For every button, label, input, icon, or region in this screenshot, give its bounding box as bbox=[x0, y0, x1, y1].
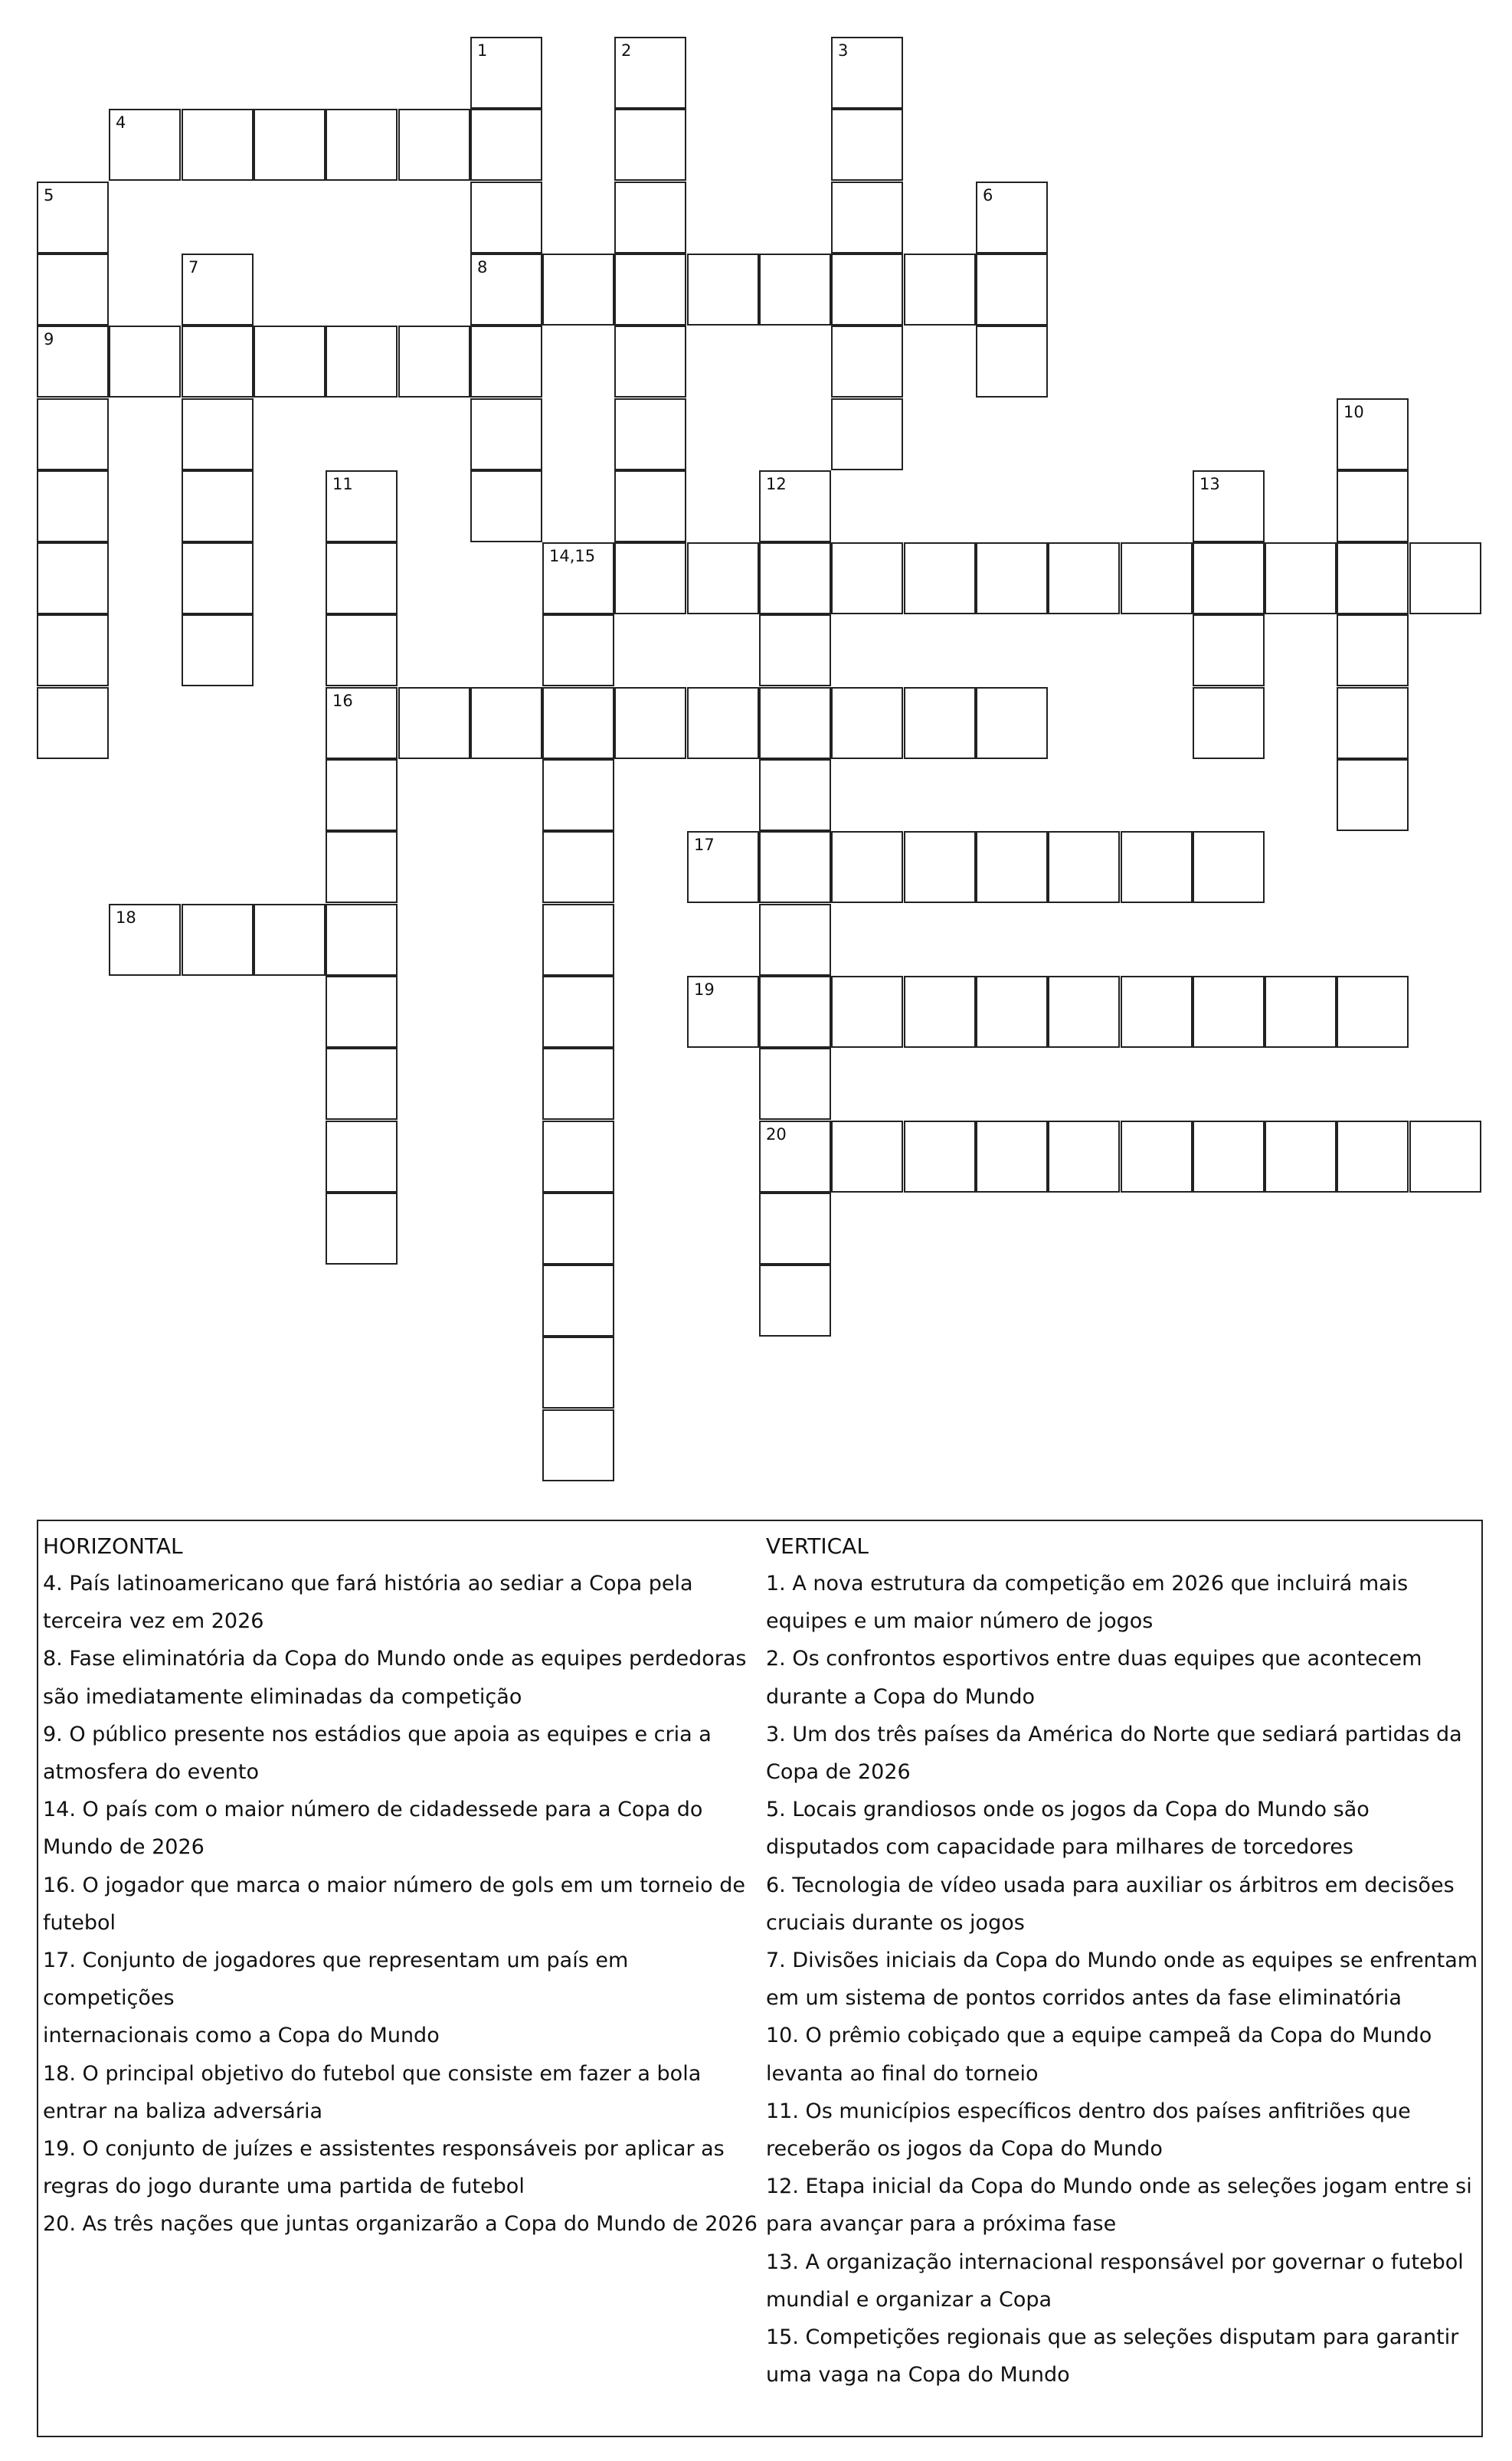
crossword-cell[interactable] bbox=[37, 542, 109, 614]
crossword-cell[interactable] bbox=[687, 254, 759, 326]
clue-line: 13. A organização internacional responsável por governar o futebol bbox=[766, 2250, 1464, 2274]
crossword-cell[interactable] bbox=[976, 976, 1048, 1048]
clue-line: em um sistema de pontos corridos antes da fase eliminatória bbox=[766, 1986, 1402, 2011]
clue-line: 20. As três nações que juntas organizarão a Copa do Mundo de 2026 bbox=[43, 2212, 758, 2237]
clue-line: 12. Etapa inicial da Copa do Mundo onde as seleções jogam entre si bbox=[766, 2175, 1472, 2199]
crossword-cell[interactable] bbox=[470, 182, 542, 254]
clue-line: 9. O público presente nos estádios que apoia as equipes e cria a bbox=[43, 1722, 712, 1746]
crossword-cell[interactable] bbox=[759, 470, 831, 542]
crossword-cell[interactable] bbox=[759, 254, 831, 326]
clue-line: futebol bbox=[43, 1910, 116, 1935]
crossword-cell[interactable] bbox=[326, 1121, 398, 1193]
crossword-cell[interactable] bbox=[614, 109, 686, 181]
crossword-cell[interactable] bbox=[976, 182, 1048, 254]
clue-line: 17. Conjunto de jogadores que representam um país em competições bbox=[43, 1949, 629, 2011]
crossword-cell[interactable] bbox=[759, 1121, 831, 1193]
crossword-cell[interactable] bbox=[831, 976, 903, 1048]
crossword-cell[interactable] bbox=[542, 542, 614, 614]
clue-number: 9 bbox=[44, 330, 54, 349]
clue-line: 1. A nova estrutura da competição em 2026 que incluirá mais bbox=[766, 1572, 1409, 1595]
crossword-cell[interactable] bbox=[904, 976, 976, 1048]
crossword-cell[interactable] bbox=[1193, 614, 1265, 686]
crossword-cell[interactable] bbox=[1337, 470, 1409, 542]
crossword-cell[interactable] bbox=[1048, 831, 1120, 903]
crossword-cell[interactable] bbox=[542, 687, 614, 759]
crossword-cell[interactable] bbox=[614, 37, 686, 109]
crossword-cell[interactable] bbox=[1121, 976, 1193, 1048]
crossword-cell[interactable] bbox=[182, 326, 254, 398]
clue-line: Mundo de 2026 bbox=[43, 1835, 205, 1860]
clue-line: levanta ao final do torneio bbox=[766, 2061, 1039, 2086]
crossword-cell[interactable] bbox=[326, 109, 398, 181]
crossword-cell[interactable] bbox=[831, 37, 903, 109]
crossword-cell[interactable] bbox=[976, 687, 1048, 759]
clue-line: 15. Competições regionais que as seleções disputam para garantir bbox=[766, 2325, 1459, 2350]
crossword-cell[interactable] bbox=[254, 326, 326, 398]
crossword-cell[interactable] bbox=[326, 470, 398, 542]
crossword-cell[interactable] bbox=[542, 1193, 614, 1265]
crossword-cell[interactable] bbox=[470, 687, 542, 759]
crossword-cell[interactable] bbox=[831, 398, 903, 470]
clue-number: 11 bbox=[332, 475, 353, 493]
vertical-clues bbox=[766, 1527, 1478, 2394]
crossword-cell[interactable] bbox=[542, 1265, 614, 1337]
crossword-cell[interactable] bbox=[687, 831, 759, 903]
clue-line: receberão os jogos da Copa do Mundo bbox=[766, 2137, 1163, 2162]
crossword-cell[interactable] bbox=[398, 687, 470, 759]
crossword-cell[interactable] bbox=[542, 1121, 614, 1193]
crossword-cell[interactable] bbox=[687, 542, 759, 614]
crossword-cell[interactable] bbox=[831, 326, 903, 398]
clues-box bbox=[37, 1520, 1483, 2437]
crossword-cell[interactable] bbox=[759, 1193, 831, 1265]
clue-number: 2 bbox=[621, 41, 632, 60]
crossword-cell[interactable] bbox=[614, 470, 686, 542]
crossword-cell[interactable] bbox=[614, 326, 686, 398]
clue-line: equipes e um maior número de jogos bbox=[766, 1609, 1154, 1634]
crossword-cell[interactable] bbox=[687, 976, 759, 1048]
crossword-cell[interactable] bbox=[1337, 687, 1409, 759]
crossword-cell[interactable] bbox=[109, 109, 181, 181]
crossword-cell[interactable] bbox=[614, 182, 686, 254]
crossword-cell[interactable] bbox=[1337, 976, 1409, 1048]
crossword-cell[interactable] bbox=[254, 904, 326, 976]
clue-line: 18. O principal objetivo do futebol que consiste em fazer a bola bbox=[43, 2061, 702, 2086]
crossword-cell[interactable] bbox=[109, 904, 181, 976]
crossword-cell[interactable] bbox=[759, 1048, 831, 1120]
crossword-cell[interactable] bbox=[109, 326, 181, 398]
crossword-cell[interactable] bbox=[759, 904, 831, 976]
crossword-cell[interactable] bbox=[398, 109, 470, 181]
crossword-cell[interactable] bbox=[759, 759, 831, 831]
crossword-cell[interactable] bbox=[542, 614, 614, 686]
clue-line: 19. O conjunto de juízes e assistentes responsáveis por aplicar as bbox=[43, 2137, 725, 2162]
crossword-cell[interactable] bbox=[1265, 542, 1337, 614]
crossword-cell[interactable] bbox=[470, 326, 542, 398]
clue-line: Copa de 2026 bbox=[766, 1760, 911, 1785]
crossword-cell[interactable] bbox=[1048, 542, 1120, 614]
clue-line: 7. Divisões iniciais da Copa do Mundo onde as equipes se enfrentam bbox=[766, 1949, 1478, 1973]
crossword-cell[interactable] bbox=[470, 254, 542, 326]
crossword-cell[interactable] bbox=[1193, 470, 1265, 542]
clue-number: 12 bbox=[766, 475, 787, 493]
crossword-cell[interactable] bbox=[614, 398, 686, 470]
clue-line: disputados com capacidade para milhares de torcedores bbox=[766, 1835, 1353, 1860]
clue-line: 16. O jogador que marca o maior número de gols em um torneio de bbox=[43, 1873, 746, 1897]
clue-line: durante a Copa do Mundo bbox=[766, 1684, 1035, 1709]
clue-number: 8 bbox=[477, 258, 488, 277]
crossword-cell[interactable] bbox=[1337, 1121, 1409, 1193]
crossword-cell[interactable] bbox=[831, 831, 903, 903]
clue-line: 11. Os municípios específicos dentro dos países anfitriões que bbox=[766, 2099, 1411, 2123]
clue-number: 4 bbox=[116, 113, 126, 132]
crossword-cell[interactable] bbox=[326, 1048, 398, 1120]
crossword-cell[interactable] bbox=[182, 470, 254, 542]
crossword-cell[interactable] bbox=[1193, 976, 1265, 1048]
clue-number: 17 bbox=[694, 836, 715, 854]
clue-number: 5 bbox=[44, 186, 54, 205]
crossword-cell[interactable] bbox=[182, 614, 254, 686]
crossword-cell[interactable] bbox=[614, 254, 686, 326]
crossword-cell[interactable] bbox=[542, 254, 614, 326]
crossword-cell[interactable] bbox=[1337, 542, 1409, 614]
crossword-cell[interactable] bbox=[182, 542, 254, 614]
crossword-cell[interactable] bbox=[976, 831, 1048, 903]
crossword-cell[interactable] bbox=[326, 1193, 398, 1265]
clue-line: 10. O prêmio cobiçado que a equipe campeã da Copa do Mundo bbox=[766, 2024, 1432, 2048]
vertical-heading: VERTICAL bbox=[766, 1533, 869, 1559]
clue-number: 14,15 bbox=[549, 547, 596, 565]
clue-line: internacionais como a Copa do Mundo bbox=[43, 2024, 440, 2048]
horizontal-clue-list bbox=[43, 1565, 766, 2243]
crossword-cell[interactable] bbox=[37, 326, 109, 398]
crossword-cell[interactable] bbox=[470, 109, 542, 181]
crossword-cell[interactable] bbox=[182, 904, 254, 976]
crossword-cell[interactable] bbox=[759, 614, 831, 686]
clue-number: 7 bbox=[188, 258, 199, 277]
crossword-cell[interactable] bbox=[831, 254, 903, 326]
crossword-cell[interactable] bbox=[831, 687, 903, 759]
crossword-cell[interactable] bbox=[759, 1265, 831, 1337]
crossword-cell[interactable] bbox=[182, 109, 254, 181]
clue-line: 3. Um dos três países da América do Norte que sediará partidas da bbox=[766, 1722, 1462, 1746]
crossword-cell[interactable] bbox=[831, 109, 903, 181]
crossword-cell[interactable] bbox=[759, 542, 831, 614]
clue-number: 18 bbox=[116, 908, 136, 927]
clue-line: cruciais durante os jogos bbox=[766, 1910, 1025, 1935]
clue-line: 5. Locais grandiosos onde os jogos da Copa do Mundo são bbox=[766, 1798, 1370, 1822]
crossword-cell[interactable] bbox=[470, 398, 542, 470]
clue-number: 13 bbox=[1199, 475, 1220, 493]
crossword-cell[interactable] bbox=[614, 542, 686, 614]
crossword-cell[interactable] bbox=[831, 542, 903, 614]
clue-line: terceira vez em 2026 bbox=[43, 1609, 264, 1634]
crossword-cell[interactable] bbox=[1121, 1121, 1193, 1193]
crossword-cell[interactable] bbox=[326, 614, 398, 686]
crossword-cell[interactable] bbox=[542, 976, 614, 1048]
crossword-cell[interactable] bbox=[1337, 398, 1409, 470]
crossword-cell[interactable] bbox=[37, 614, 109, 686]
crossword-cell[interactable] bbox=[326, 831, 398, 903]
clue-line: 4. País latinoamericano que fará história ao sediar a Copa pela bbox=[43, 1572, 693, 1595]
crossword-cell[interactable] bbox=[326, 326, 398, 398]
crossword-cell[interactable] bbox=[687, 687, 759, 759]
crossword-cell[interactable] bbox=[326, 759, 398, 831]
crossword-cell[interactable] bbox=[1193, 831, 1265, 903]
clue-line: são imediatamente eliminadas da competição bbox=[43, 1684, 522, 1709]
clue-number: 20 bbox=[766, 1125, 787, 1144]
clue-line: 14. O país com o maior número de cidadessede para a Copa do bbox=[43, 1798, 703, 1822]
crossword-cell[interactable] bbox=[470, 470, 542, 542]
crossword-cell[interactable] bbox=[1048, 1121, 1120, 1193]
crossword-cell[interactable] bbox=[759, 831, 831, 903]
clue-number: 16 bbox=[332, 692, 353, 710]
crossword-cell[interactable] bbox=[398, 326, 470, 398]
clue-line: 8. Fase eliminatória da Copa do Mundo onde as equipes perdedoras bbox=[43, 1647, 747, 1671]
clue-line: uma vaga na Copa do Mundo bbox=[766, 2363, 1070, 2387]
crossword-cell[interactable] bbox=[37, 398, 109, 470]
clue-number: 19 bbox=[694, 980, 715, 999]
crossword-cell[interactable] bbox=[470, 37, 542, 109]
crossword-cell[interactable] bbox=[1265, 1121, 1337, 1193]
crossword-cell[interactable] bbox=[976, 254, 1048, 326]
crossword-cell[interactable] bbox=[542, 1048, 614, 1120]
crossword-cell[interactable] bbox=[1337, 759, 1409, 831]
clue-line: 2. Os confrontos esportivos entre duas equipes que acontecem bbox=[766, 1647, 1422, 1671]
clue-line: regras do jogo durante uma partida de futebol bbox=[43, 2175, 525, 2199]
crossword-cell[interactable] bbox=[904, 542, 976, 614]
crossword-cell[interactable] bbox=[1121, 831, 1193, 903]
crossword-cell[interactable] bbox=[1193, 687, 1265, 759]
crossword-cell[interactable] bbox=[1337, 614, 1409, 686]
clue-number: 6 bbox=[983, 186, 993, 205]
crossword-cell[interactable] bbox=[1193, 1121, 1265, 1193]
crossword-cell[interactable] bbox=[542, 1337, 614, 1409]
crossword-cell[interactable] bbox=[542, 759, 614, 831]
crossword-cell[interactable] bbox=[759, 687, 831, 759]
crossword-cell[interactable] bbox=[904, 831, 976, 903]
crossword-cell[interactable] bbox=[759, 976, 831, 1048]
crossword-cell[interactable] bbox=[976, 1121, 1048, 1193]
crossword-cell[interactable] bbox=[326, 542, 398, 614]
crossword-cell[interactable] bbox=[37, 254, 109, 326]
crossword-cell[interactable] bbox=[182, 398, 254, 470]
clue-number: 1 bbox=[477, 41, 488, 60]
crossword-cell[interactable] bbox=[326, 976, 398, 1048]
crossword-cell[interactable] bbox=[1048, 976, 1120, 1048]
crossword-cell[interactable] bbox=[904, 687, 976, 759]
crossword-cell[interactable] bbox=[831, 1121, 903, 1193]
crossword-cell[interactable] bbox=[1193, 542, 1265, 614]
crossword-cell[interactable] bbox=[904, 254, 976, 326]
crossword-cell[interactable] bbox=[254, 109, 326, 181]
horizontal-heading: HORIZONTAL bbox=[43, 1533, 183, 1559]
crossword-cell[interactable] bbox=[976, 326, 1048, 398]
crossword-cell[interactable] bbox=[614, 687, 686, 759]
clue-number: 10 bbox=[1343, 403, 1364, 421]
clue-line: para avançar para a próxima fase bbox=[766, 2212, 1117, 2237]
crossword-cell[interactable] bbox=[542, 1409, 614, 1481]
crossword-cell[interactable] bbox=[542, 831, 614, 903]
clue-line: 6. Tecnologia de vídeo usada para auxiliar os árbitros em decisões bbox=[766, 1873, 1455, 1897]
crossword-cell[interactable] bbox=[1409, 542, 1481, 614]
crossword-cell[interactable] bbox=[831, 182, 903, 254]
crossword-cell[interactable] bbox=[326, 687, 398, 759]
horizontal-clues bbox=[43, 1527, 766, 2243]
crossword-cell[interactable] bbox=[1121, 542, 1193, 614]
crossword-cell[interactable] bbox=[37, 182, 109, 254]
crossword-cell[interactable] bbox=[182, 254, 254, 326]
crossword-cell[interactable] bbox=[542, 904, 614, 976]
crossword-cell[interactable] bbox=[1265, 976, 1337, 1048]
crossword-cell[interactable] bbox=[976, 542, 1048, 614]
clue-line: atmosfera do evento bbox=[43, 1760, 260, 1785]
vertical-clue-list bbox=[766, 1565, 1478, 2394]
crossword-cell[interactable] bbox=[904, 1121, 976, 1193]
clue-number: 3 bbox=[838, 41, 849, 60]
crossword-cell[interactable] bbox=[37, 687, 109, 759]
crossword-cell[interactable] bbox=[37, 470, 109, 542]
clue-line: mundial e organizar a Copa bbox=[766, 2287, 1052, 2312]
crossword-cell[interactable] bbox=[1409, 1121, 1481, 1193]
crossword-cell[interactable] bbox=[326, 904, 398, 976]
clue-line: entrar na baliza adversária bbox=[43, 2099, 323, 2123]
